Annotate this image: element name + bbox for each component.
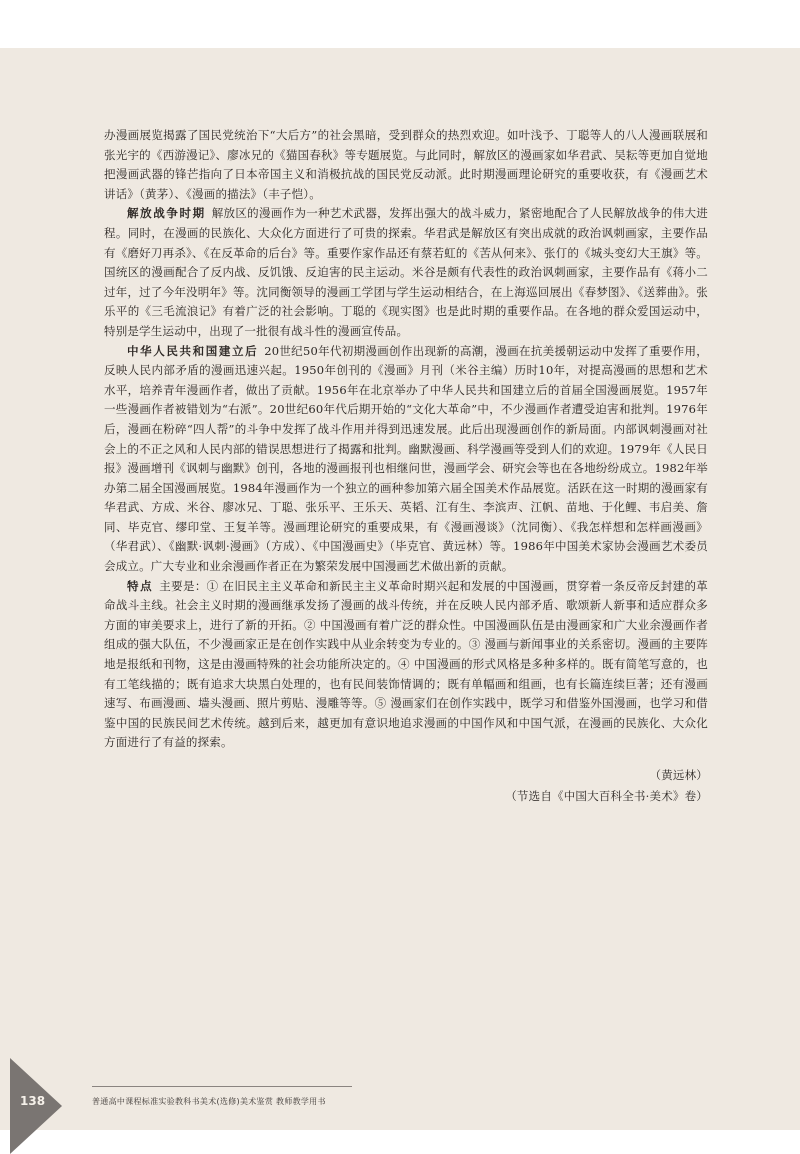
section-text: 20世纪50年代初期漫画创作出现新的高潮，漫画在抗美援朝运动中发挥了重要作用，反映人民内部矛盾的漫画迅速兴起。1950年创刊的《漫画》月刊（米谷主编）历时10年，对提高漫画的思想和艺术水平，培养青年漫画作者，做出了贡献。1956年在北京举办了中华人民共和国建立后的首届全国漫画展览。1957年一些漫画作者被错划为“右派”。20世纪60年代后期开始的“文化大革命”中，不少漫画作者遭受迫害和批判。1976年后，漫画在粉碎“四人帮”的斗争中发挥了战斗作用并得到迅速发展。此后出现漫画创作的新局面。内部讽刺漫画对社会上的不正之风和人民内部的错误思想进行了揭露和批判。幽默漫画、科学漫画等受到人们的欢迎。1979年《人民日报》漫画增刊《讽刺与幽默》创刊，各地的漫画报刊也相继问世，漫画学会、研究会等也在各地纷纷成立。1982年举办第二届全国漫画展览。1984年漫画作为一个独立的画种参加第六届全国美术作品展览。活跃在这一时期的漫画家有华君武、方成、米谷、廖冰兄、丁聪、张乐平、王乐天、英韬、江有生、李滨声、江帆、苗地、于化鲤、韦启美、詹同、毕克官、缪印堂、王复羊等。漫画理论研究的重要成果，有《漫画漫谈》（沈同衡）、《我怎样想和怎样画漫画》（华君武）、《幽默·讽刺·漫画》（方成）、《中国漫画史》（毕克官、黄远林）等。1986年中国美术家协会漫画艺术委员会成立。广大专业和业余漫画作者正在为繁荣发展中国漫画艺术做出新的贡献。	[104, 343, 709, 574]
section-heading: 中华人民共和国建立后	[127, 343, 259, 358]
intro-paragraph: 办漫画展览揭露了国民党统治下“大后方”的社会黑暗，受到群众的热烈欢迎。如叶浅予、丁聪等人的八人漫画联展和张光宇的《西游漫记》、廖冰兄的《猫国春秋》等专题展览。与此同时，解放区的漫画家如华君武、吴耘等更加自觉地把漫画武器的锋芒指向了日本帝国主义和消极抗战的国民党反动派。此时期漫画理论研究的重要收获，有《漫画艺术讲话》（黄茅）、《漫画的描法》（丰子恺）。	[104, 128, 708, 201]
footer-divider	[92, 1086, 352, 1087]
section-prc-founding	[104, 342, 708, 577]
section-heading: 特点	[127, 578, 154, 593]
page-footer	[0, 1038, 800, 1128]
section-text: 解放区的漫画作为一种艺术武器，发挥出强大的战斗威力，紧密地配合了人民解放战争的伟大进程。同时，在漫画的民族化、大众化方面进行了可贵的探索。华君武是解放区有突出成就的政治讽刺画家，主要作品有《磨好刀再杀》、《在反革命的后台》等。重要作家作品还有蔡若虹的《苦从何来》、张仃的《城头变幻大王旗》等。国统区的漫画配合了反内战、反饥饿、反迫害的民主运动。米谷是颇有代表性的政治讽刺画家，主要作品有《蒋小二过年，过了今年没明年》等。沈同衡领导的漫画工学团与学生运动相结合，在上海巡回展出《春梦图》、《送葬曲》。张乐平的《三毛流浪记》有着广泛的社会影响。丁聪的《现实图》也是此时期的重要作品。在各地的群众爱国运动中，特别是学生运动中，出现了一批很有战斗性的漫画宣传品。	[104, 206, 708, 338]
section-characteristics	[104, 577, 708, 753]
attribution	[104, 765, 708, 807]
article-body	[104, 126, 708, 807]
section-text: 主要是：① 在旧民主主义革命和新民主主义革命时期兴起和发展的中国漫画，贯穿着一条反帝反封建的革命战斗主线。社会主义时期的漫画继承发扬了漫画的战斗传统，并在反映人民内部矛盾、歌颂新人新事和适应群众多方面的审美要求上，进行了新的开拓。② 中国漫画有着广泛的群众性。中国漫画队伍是由漫画家和广大业余漫画作者组成的强大队伍，不少漫画家正是在创作实践中从业余转变为专业的。③ 漫画与新闻事业的关系密切。漫画的主要阵地是报纸和刊物，这是由漫画特殊的社会功能所决定的。④ 中国漫画的形式风格是多种多样的。既有简笔写意的，也有工笔线描的；既有追求大块黑白处理的，也有民间装饰情调的；既有单幅画和组画，也有长篇连续巨著；还有漫画速写、布画漫画、墙头漫画、照片剪贴、漫雕等等。⑤ 漫画家们在创作实践中，既学习和借鉴外国漫画，也学习和借鉴中国的民族民间艺术传统。越到后来，越更加有意识地追求漫画的中国作风和中国气派，在漫画的民族化、大众化方面进行了有益的探索。	[104, 578, 708, 750]
author-credit: （黄远林）	[649, 768, 708, 782]
section-heading: 解放战争时期	[127, 206, 206, 221]
source-credit: （节选自《中国大百科全书·美术》卷）	[505, 789, 708, 803]
page-number: 138	[20, 1094, 46, 1108]
book-title: 普通高中课程标准实验教科书美术(选修)美术鉴赏 教师教学用书	[92, 1097, 326, 1106]
book-page	[0, 48, 800, 1130]
section-liberation-war	[104, 204, 708, 341]
